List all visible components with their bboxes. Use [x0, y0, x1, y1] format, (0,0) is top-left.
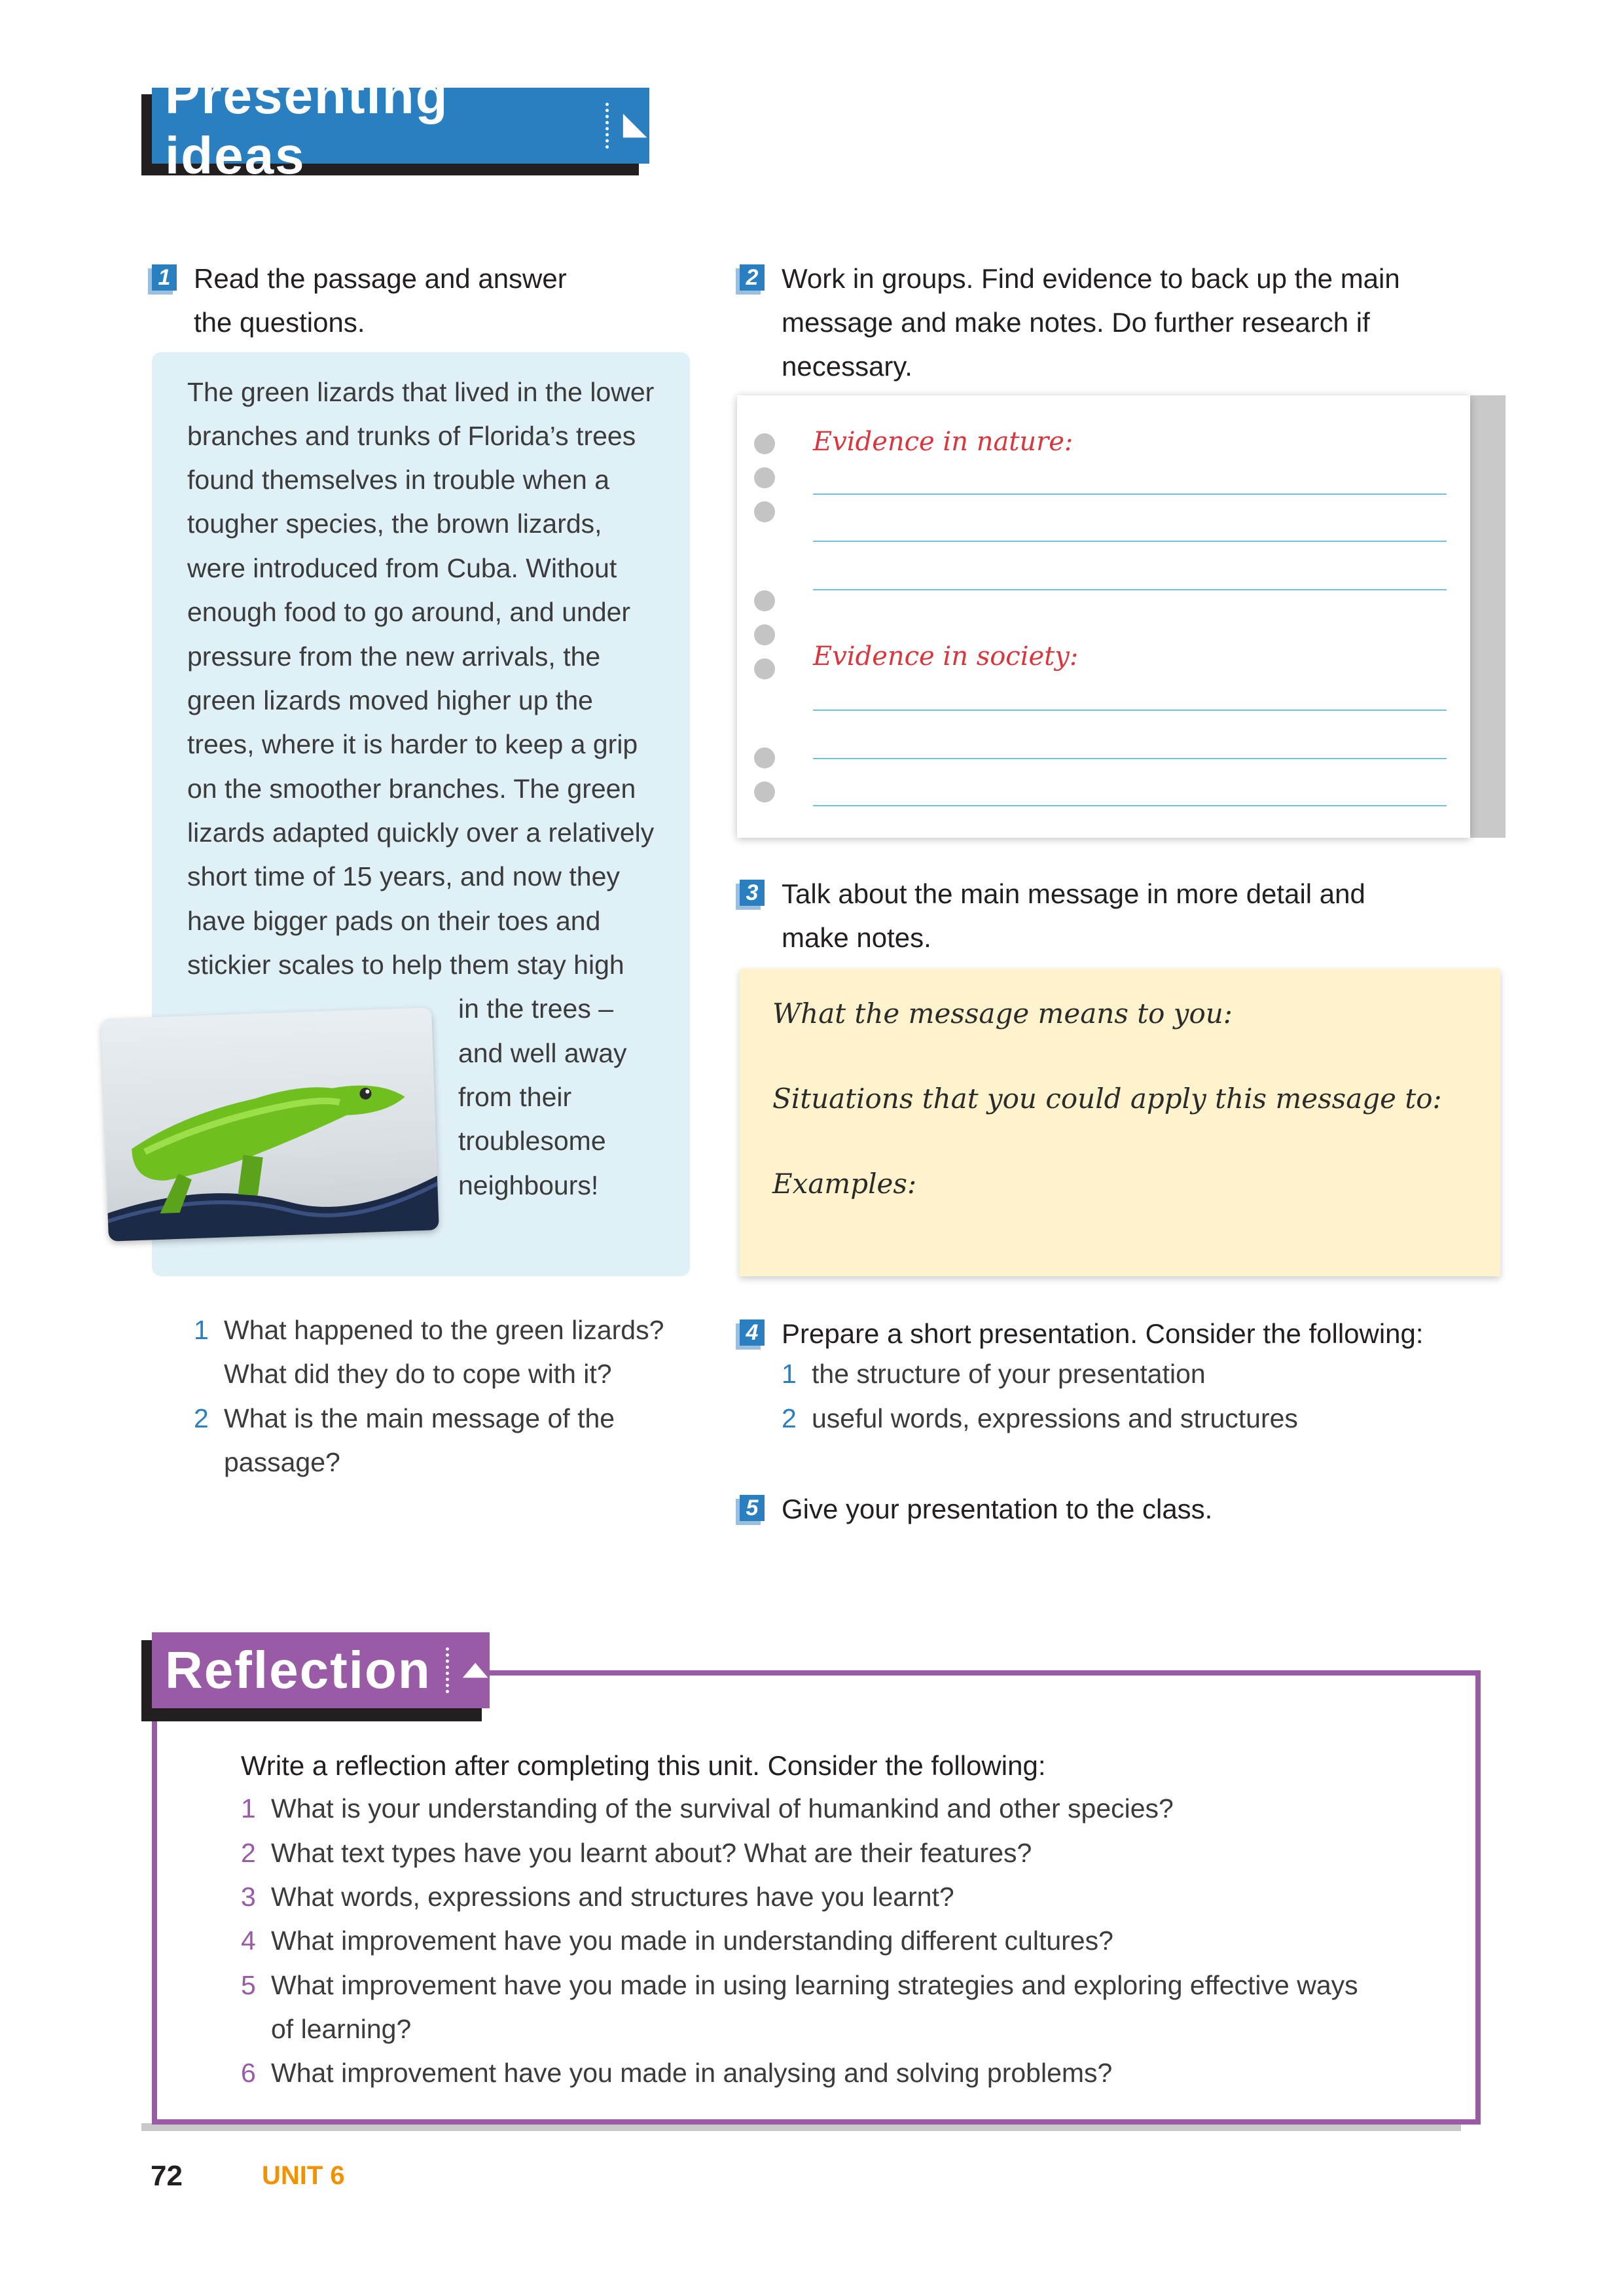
presenting-ideas-banner: [152, 66, 649, 185]
exercise-5-instruction: Give your presentation to the class.: [782, 1494, 1213, 1524]
green-lizard-photo: [101, 1007, 439, 1241]
evidence-notebook: [737, 395, 1470, 838]
note-line: [813, 805, 1447, 806]
exercise-2-instruction: Work in groups. Find evidence to back up the main message and make notes. Do further research if necessary.: [782, 263, 1400, 382]
reflection-banner: [152, 1632, 490, 1708]
exercise-1-instruction: Read the passage and answer the questions.: [194, 263, 567, 338]
message-notes-sticky: [740, 969, 1500, 1276]
banner-separator: [605, 103, 609, 149]
exercise-3-instruction: Talk about the main message in more detail and make notes.: [782, 878, 1365, 953]
reflection-intro: Write a reflection after completing this unit. Consider the following:: [241, 1750, 1046, 1781]
exercise-4-instruction: Prepare a short presentation. Consider the following:: [782, 1318, 1424, 1349]
reflection-item: What words, expressions and structures have you learnt?: [271, 1882, 954, 1912]
exercise-5-badge: 5: [740, 1495, 765, 1521]
corner-triangle-icon: [621, 111, 649, 141]
exercise-1-badge: 1: [152, 264, 177, 291]
note-line: [813, 541, 1447, 542]
notebook-ring: [754, 747, 775, 768]
question-2-number: 2: [194, 1403, 209, 1433]
ex4-item-1-text: the structure of your presentation: [812, 1359, 1206, 1389]
reflection-item: What text types have you learnt about? What are their features?: [271, 1838, 1032, 1868]
note-line: [813, 758, 1447, 759]
notebook-ring: [754, 467, 775, 488]
question-1-text: What happened to the green lizards?: [224, 1315, 664, 1345]
section-title: Presenting ideas: [165, 66, 449, 185]
question-1-number: 1: [194, 1315, 209, 1345]
exercise-2-badge: 2: [740, 264, 765, 291]
question-2-text-cont: passage?: [224, 1447, 340, 1477]
situations-label: Situations that you could apply this message to:: [772, 1083, 1442, 1115]
note-line: [813, 709, 1447, 711]
message-meaning-label: What the message means to you:: [772, 997, 1233, 1030]
notebook-ring: [754, 501, 775, 522]
reflection-item: What improvement have you made in using learning strategies and exploring effective ways: [271, 1970, 1358, 2000]
notebook-ring: [754, 433, 775, 454]
evidence-in-nature-label: Evidence in nature:: [813, 427, 1074, 457]
notebook-ring: [754, 624, 775, 645]
notebook-ring: [754, 590, 775, 611]
unit-label: UNIT 6: [262, 2161, 345, 2190]
ex4-item-2-text: useful words, expressions and structures: [812, 1403, 1298, 1433]
question-1-text-cont: What did they do to cope with it?: [224, 1359, 612, 1389]
evidence-in-society-label: Evidence in society:: [813, 641, 1079, 672]
banner-separator: [446, 1647, 449, 1693]
note-line: [813, 493, 1447, 495]
notebook-ring: [754, 781, 775, 802]
page-number: 72: [151, 2160, 183, 2192]
ex4-item-2-number: 2: [782, 1403, 797, 1433]
up-triangle-icon: [461, 1657, 490, 1683]
ex4-item-1-number: 1: [782, 1359, 797, 1389]
reflection-item: What improvement have you made in analysing and solving problems?: [271, 2058, 1113, 2088]
exercise-3-badge: 3: [740, 880, 765, 906]
reflection-title: Reflection: [165, 1641, 431, 1699]
exercise-4-badge: 4: [740, 1319, 765, 1346]
note-line: [813, 589, 1447, 590]
question-2-text: What is the main message of the: [224, 1403, 615, 1433]
reflection-item: What improvement have you made in understanding different cultures?: [271, 1926, 1113, 1956]
notebook-ring: [754, 658, 775, 679]
reflection-item: What is your understanding of the survival of humankind and other species?: [271, 1793, 1174, 1823]
reflection-item-cont: of learning?: [271, 2014, 412, 2044]
examples-label: Examples:: [772, 1168, 917, 1200]
